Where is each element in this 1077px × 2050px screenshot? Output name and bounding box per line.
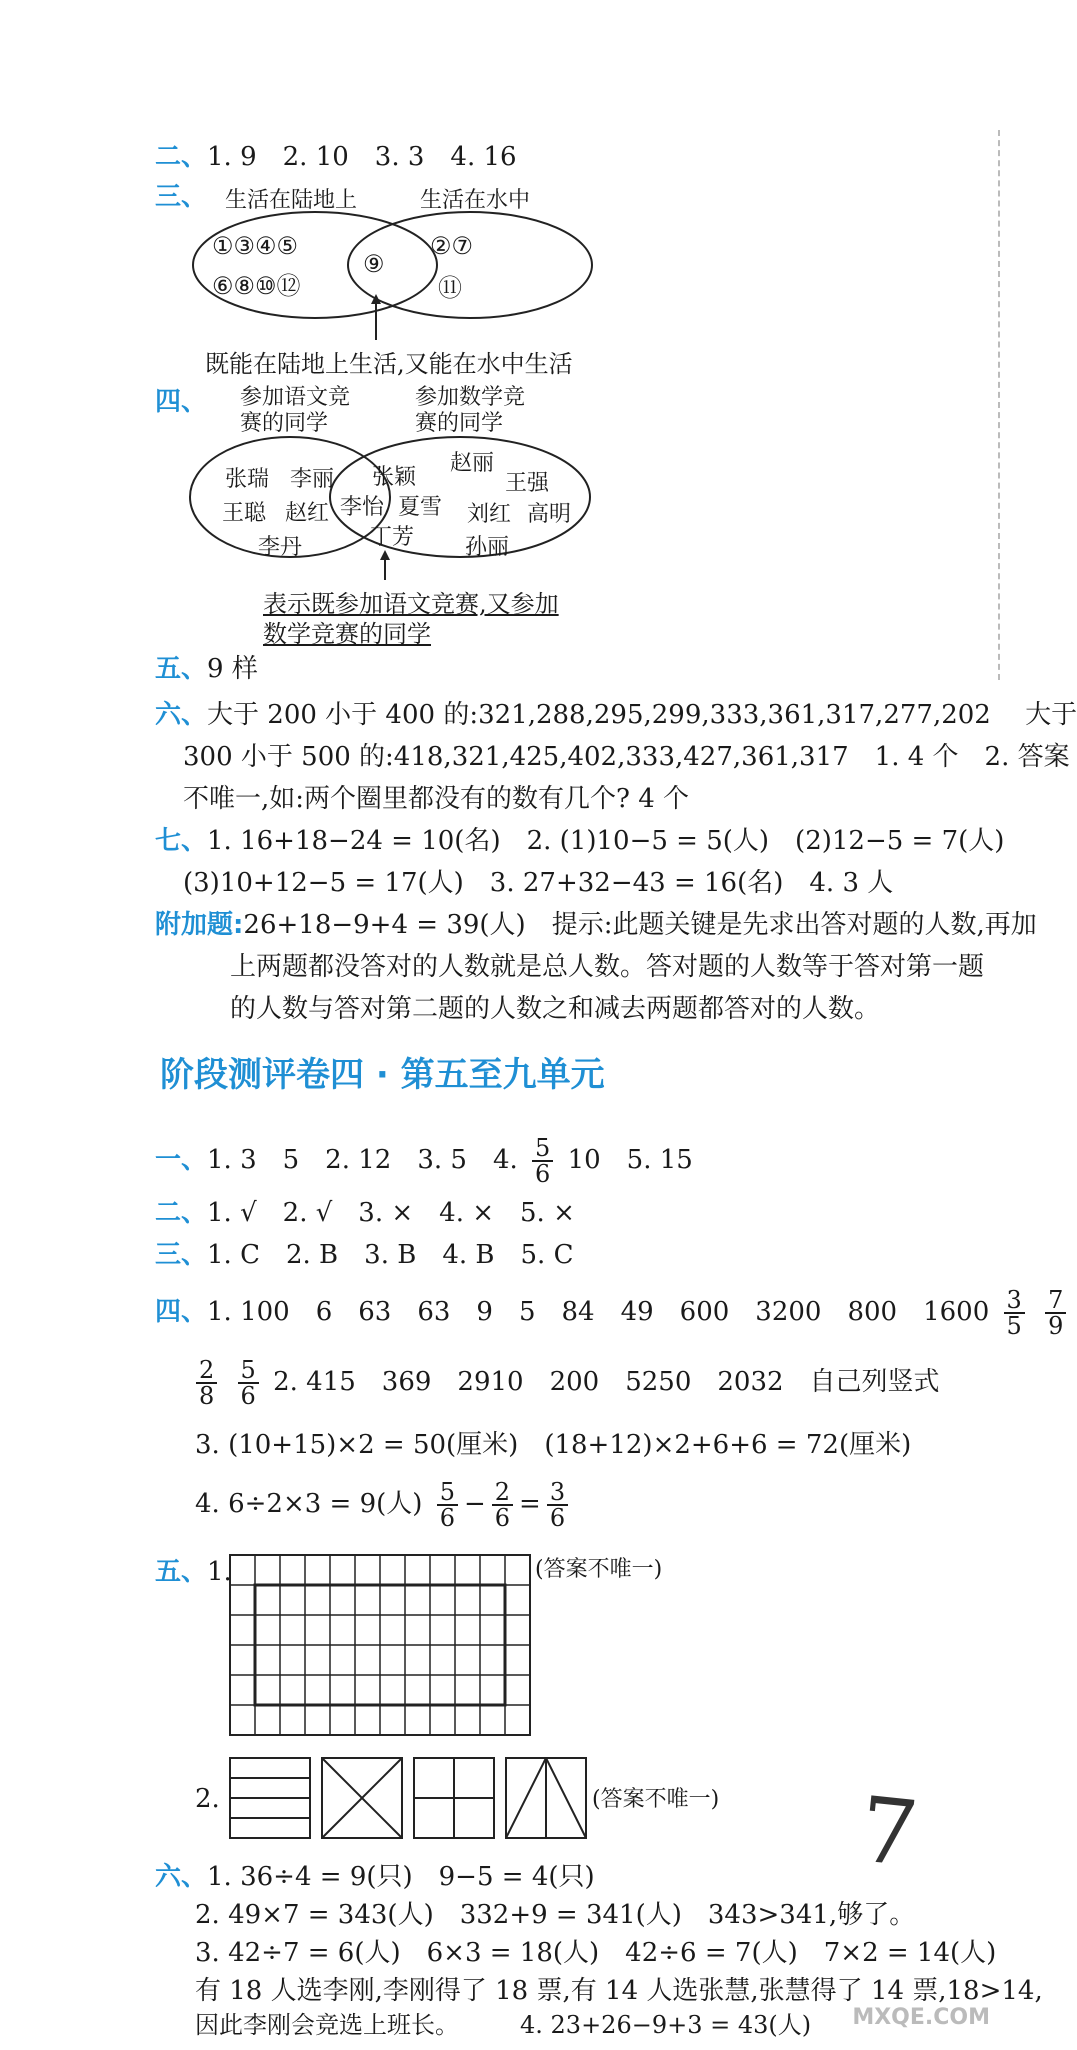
p6-line3: 3. 42÷7 = 6(人) 6×3 = 18(人) 42÷6 = 7(人) 7×2 = 14(人) <box>195 1938 997 1968</box>
fraction: $\frac{3}{5}$ <box>1004 1288 1025 1338</box>
venn1-note: 既能在陆地上生活,又能在水中生活 <box>205 350 573 378</box>
venn2-left-title-1: 参加语文竞 <box>240 385 351 410</box>
p6-line4: 有 18 人选李刚,李刚得了 18 票,有 14 人选张慧,张慧得了 14 票,18>14, <box>195 1976 1043 2006</box>
part-7-line1: 七、1. 16+18−24 = 10(名) 2. (1)10−5 = 5(人) (2)12−5 = 7(人) <box>155 826 1005 856</box>
p4-line3: 3. (10+15)×2 = 50(厘米) (18+12)×2+6+6 = 72(厘米) <box>195 1430 912 1460</box>
part-7-line2: (3)10+12−5 = 17(人) 3. 27+32−43 = 16(名) 4. 3 人 <box>183 868 894 898</box>
part-6-line1: 六、大于 200 小于 400 的:321,288,295,299,333,361,317,277,202 大于 <box>155 700 1077 730</box>
p4-line2: $\frac{2}{8}$ $\frac{5}{6}$ 2. 415 369 2910 200 5250 2032 自己列竖式 <box>190 1352 940 1412</box>
fraction: $\frac{5}{6}$ <box>238 1358 259 1408</box>
fraction: $\frac{2}{8}$ <box>196 1358 217 1408</box>
part-3-tag-line: 三、 <box>155 182 208 212</box>
venn2-note-line1: 表示既参加语文竞赛,又参加 <box>263 590 559 618</box>
part-2-answers: 二、1. 9 2. 10 3. 3 4. 16 <box>155 142 517 172</box>
venn2-name: 赵丽 <box>450 451 495 476</box>
p6-line5: 因此李刚会竞选上班长。 <box>195 2011 459 2039</box>
handwritten-number: 7 <box>854 1777 923 1888</box>
p5-note2: (答案不唯一) <box>592 1787 720 1812</box>
venn2-name: 赵红 <box>285 501 330 526</box>
part-4-tag-line: 四、 <box>155 387 208 417</box>
venn2-name: 高明 <box>527 502 572 527</box>
fraction: $\frac{2}{6}$ <box>492 1480 513 1530</box>
venn2-right-title-1: 参加数学竞 <box>415 385 526 410</box>
venn2-name: 张瑞 <box>225 467 270 492</box>
venn1-center-item: ⑨ <box>363 250 385 278</box>
extra-line2: 上两题都没答对的人数就是总人数。答对题的人数等于答对第一题 <box>230 952 985 982</box>
venn2-name: 张颖 <box>372 465 417 490</box>
venn2-name: 夏雪 <box>398 495 443 520</box>
p5-item2: 2. <box>195 1784 220 1814</box>
venn1-left-items-row2: ⑥⑧⑩⑫ <box>212 272 301 300</box>
extra-line3: 的人数与答对第二题的人数之和减去两题都答对的人数。 <box>230 994 881 1024</box>
part-5-answers: 五、9 样 <box>155 654 258 684</box>
p5-item1: 五、1. <box>155 1557 232 1587</box>
p2-answers: 二、1. √ 2. √ 3. × 4. × 5. × <box>155 1198 575 1228</box>
venn2-name: 李丹 <box>258 535 303 560</box>
p6-line1: 六、1. 36÷4 = 9(只) 9−5 = 4(只) <box>155 1862 595 1892</box>
p4-line4: 4. 6÷2×3 = 9(人) $\frac{5}{6}$ − $\frac{2}{6}$ = $\frac{3}{6}$ <box>195 1474 574 1534</box>
venn2-name: 李怡 <box>340 495 385 520</box>
venn1-left-title: 生活在陆地上 <box>225 188 358 213</box>
venn1-left-items-row1: ①③④⑤ <box>212 232 299 260</box>
p1-answers: 一、1. 3 5 2. 12 3. 5 4. $\frac{5}{6}$ 10 5. 15 <box>155 1134 693 1188</box>
part-6-line3: 不唯一,如:两个圈里都没有的数有几个? 4 个 <box>183 784 690 814</box>
venn2-left-title-2: 赛的同学 <box>240 411 329 436</box>
p4-line1: 四、1. 100 6 63 63 9 5 84 49 600 3200 800 1600 $\frac{3}{5}$ $\frac{7}{9}$ <box>155 1282 1072 1342</box>
venn2-name: 刘红 <box>467 502 512 527</box>
venn2-name: 王聪 <box>222 501 267 526</box>
extra-line1: 附加题:26+18−9+4 = 39(人) 提示:此题关键是先求出答对题的人数,再加 <box>155 910 1037 940</box>
venn2-right-title-2: 赛的同学 <box>415 411 504 436</box>
venn2-note-line2: 数学竞赛的同学 <box>263 620 431 648</box>
fraction: $\frac{5}{6}$ <box>437 1480 458 1530</box>
part-6-line2: 300 小于 500 的:418,321,425,402,333,427,361,317 1. 4 个 2. 答案 <box>183 742 1070 772</box>
venn2-name: 李丽 <box>290 467 335 492</box>
venn1-right-items-row1: ②⑦ <box>430 232 474 260</box>
fraction: $\frac{5}{6}$ <box>532 1136 553 1186</box>
fraction: $\frac{3}{6}$ <box>547 1480 568 1530</box>
venn2-name: 孙丽 <box>465 535 510 560</box>
part-2-tag: 二、 <box>155 142 208 172</box>
p3-answers: 三、1. C 2. B 3. B 4. B 5. C <box>155 1240 574 1270</box>
venn1-right-items-row2: ⑪ <box>438 274 462 302</box>
venn2-name: 丁芳 <box>370 525 415 550</box>
p5-note1: (答案不唯一) <box>535 1557 663 1582</box>
venn1-right-title: 生活在水中 <box>420 188 531 213</box>
watermark: MXQE.COM <box>852 2005 990 2030</box>
section-title: 阶段测评卷四 · 第五至九单元 <box>160 1055 605 1095</box>
p6-line6: 4. 23+26−9+3 = 43(人) <box>520 2011 812 2039</box>
p6-line2: 2. 49×7 = 343(人) 332+9 = 341(人) 343>341,够了。 <box>195 1900 916 1930</box>
venn2-name: 王强 <box>505 471 550 496</box>
fraction: $\frac{7}{9}$ <box>1045 1288 1066 1338</box>
